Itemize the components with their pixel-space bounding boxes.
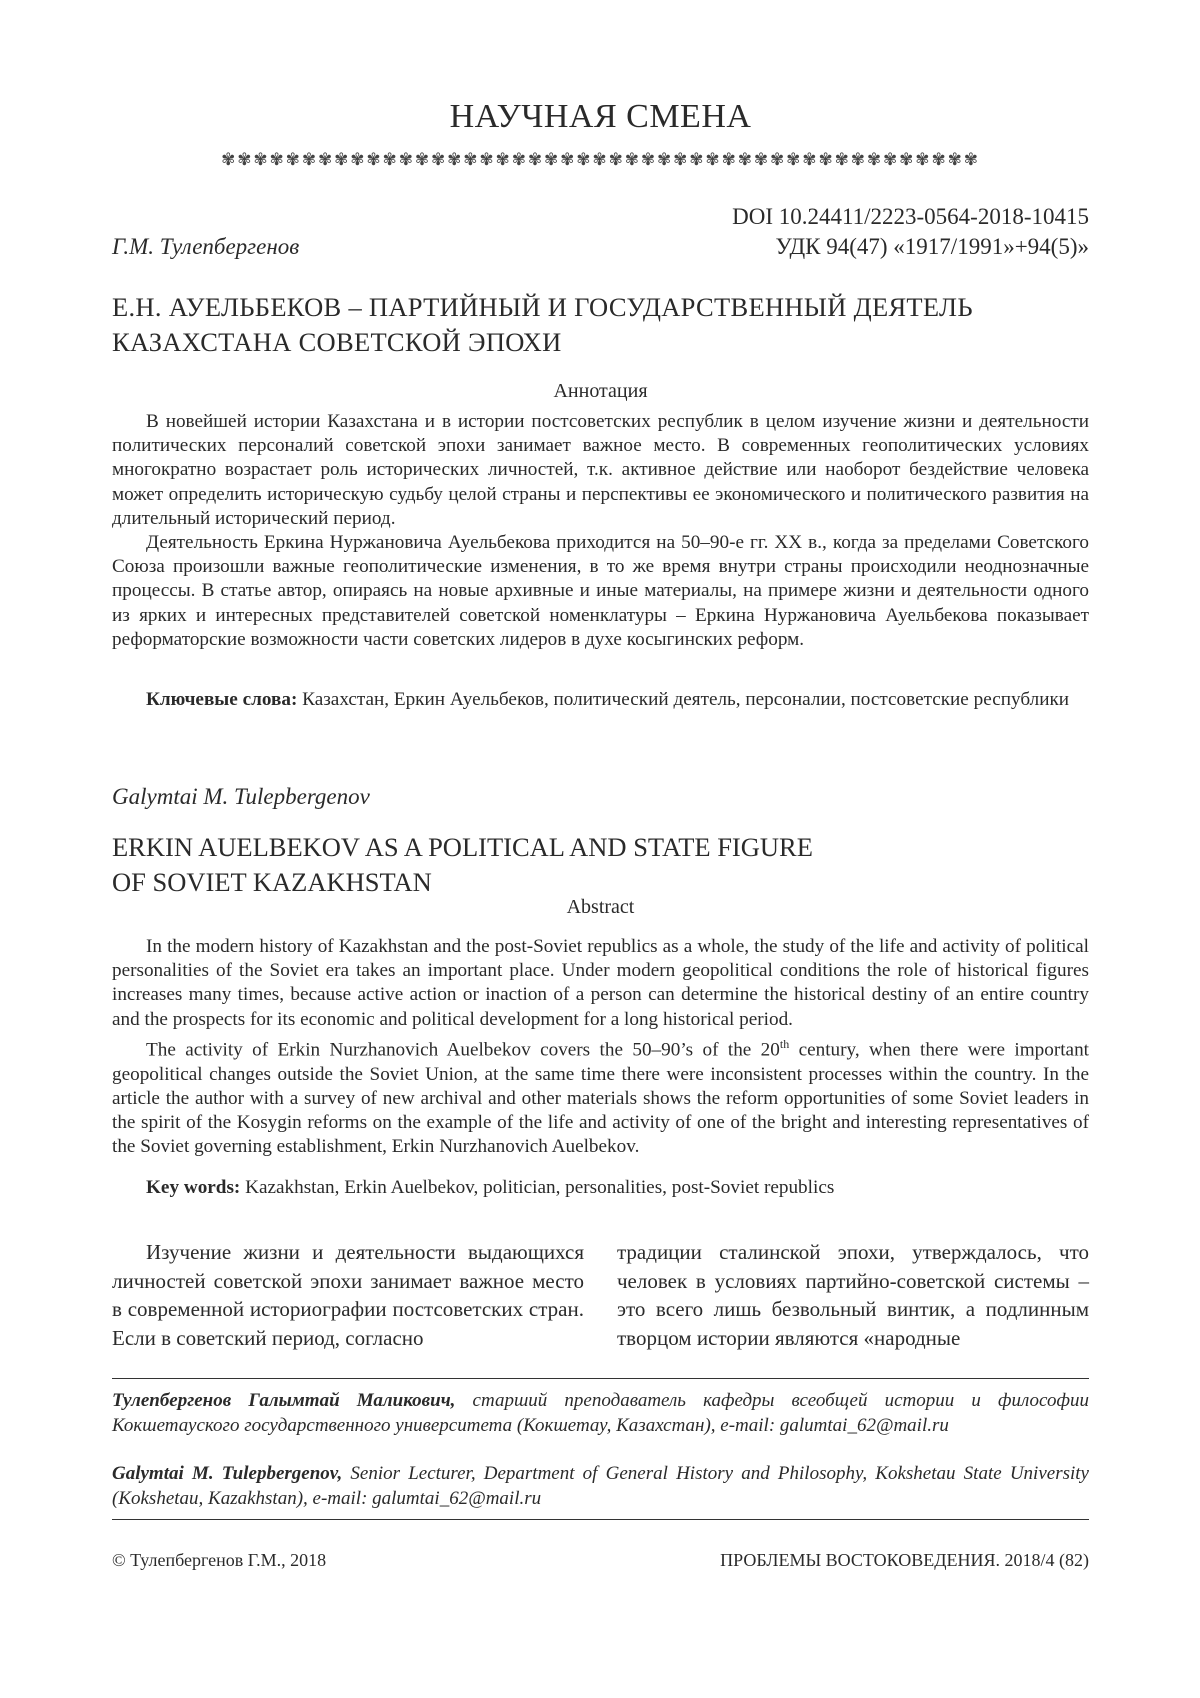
- keywords-ru-label: Ключевые слова:: [146, 689, 298, 710]
- author-en: Galymtai M. Tulepbergenov: [112, 784, 370, 809]
- article-title-ru-line1: Е.Н. АУЕЛЬБЕКОВ – ПАРТИЙНЫЙ И ГОСУДАРСТВЕННЫЙ ДЕЯТЕЛЬ: [112, 292, 973, 322]
- keywords-en-label: Key words:: [146, 1177, 241, 1198]
- author-ru: Г.М. Тулепбергенов: [112, 234, 300, 259]
- abstract-en-paragraph-1: In the modern history of Kazakhstan and the post-Soviet republics as a whole, the study of the life and activity of political personalities of the Soviet era takes an important place. Under modern geopolitical conditions the role of historical figures increases many times, because active action or inaction of a person can determine the historical destiny of an entire country and the prospects for its economic and political development for a long historical period.: [112, 936, 1089, 1030]
- section-title: НАУЧНАЯ СМЕНА: [449, 98, 752, 135]
- article-title-en-line2: OF SOVIET KAZAKHSTAN: [112, 867, 432, 897]
- abstract-en-paragraph-2: [112, 1032, 1089, 1159]
- abstract-ru-paragraph-1: В новейшей истории Казахстана и в истории постсоветских республик в целом изучение жизни и деятельности политических персоналий советской эпохи занимает важное место. В современных геополитических условиях многократно возрастает роль исторических личностей, т.к. активное действие или наоборот бездействие человека может определить историческую судьбу целой страны и перспективы ее экономического и политического развития на длительный исторический период.: [112, 411, 1089, 529]
- article-title-ru-line2: КАЗАХСТАНА СОВЕТСКОЙ ЭПОХИ: [112, 327, 562, 357]
- body-column-right: традиции сталинской эпохи, утверждалось, что человек в условиях партийно-советской системы – это всего лишь безвольный винтик, а подлинным творцом истории являются «народные: [617, 1240, 1089, 1350]
- abstract-en-p2-part2: century, when there were important geopolitical changes outside the Soviet Union, at the same time there were inconsistent processes within the country. In the article the author with a survey of new archival and other materials shows the reform opportunities of some Soviet leaders in the spirit of the Kosygin reforms on the example of the life and activity of one of the bright and interesting representatives of the Soviet governing establishment, Erkin Nurzhanovich Auelbekov.: [112, 1039, 1089, 1158]
- article-title-ru: [112, 290, 973, 360]
- abstract-en-p2-part1: The activity of Erkin Nurzhanovich Auelbekov covers the 50–90’s of the 20: [146, 1039, 780, 1061]
- author-info-ru-text: старший преподаватель кафедры всеобщей истории и философии Кокшетауского государственного университета (Кокшетау, Казахстан), e-mail: galumtai_62@mail.ru: [112, 1390, 1089, 1436]
- footer-divider: [112, 1519, 1089, 1520]
- article-title-en-line1: ERKIN AUELBEKOV AS A POLITICAL AND STATE FIGURE: [112, 832, 813, 862]
- ordinal-superscript: th: [779, 1037, 790, 1051]
- keywords-en: [112, 1176, 1089, 1200]
- abstract-ru-paragraph-2: Деятельность Еркина Нуржановича Ауельбекова приходится на 50–90-е гг. XX в., когда за пределами Советского Союза произошли важные геополитические изменения, в то же время внутри страны происходили неоднозначные процессы. В статье автор, опираясь на новые архивные и иные материалы, на примере жизни и деятельности одного из ярких и интересных представителей советской номенклатуры – Еркина Нуржановича Ауельбекова показывает реформаторские возможности части советских лидеров в духе косыгинских реформ.: [112, 532, 1089, 650]
- article-title-en: [112, 830, 813, 900]
- udk-code: УДК 94(47) «1917/1991»+94(5)»: [775, 234, 1089, 259]
- author-info-en-name: Galymtai M. Tulepbergenov,: [112, 1463, 343, 1484]
- abstract-ru-heading: Аннотация: [553, 380, 648, 402]
- author-info-en: [112, 1461, 1089, 1511]
- keywords-en-text: Kazakhstan, Erkin Auelbekov, politician, personalities, post-Soviet republics: [245, 1177, 835, 1198]
- doi: DOI 10.24411/2223-0564-2018-10415: [732, 204, 1089, 229]
- keywords-ru-text: Казахстан, Еркин Ауельбеков, политический деятель, персоналии, постсоветские республики: [302, 689, 1070, 710]
- body-column-left: Изучение жизни и деятельности выдающихся личностей советской эпохи занимает важное место в современной историографии постсоветских стран. Если в советский период, согласно: [112, 1240, 584, 1350]
- copyright: © Тулепбергенов Г.М., 2018: [112, 1550, 327, 1570]
- author-info-en-text: Senior Lecturer, Department of General History and Philosophy, Kokshetau State University (Kokshetau, Kazakhstan), e-mail: galumtai_62@mail.ru: [112, 1463, 1089, 1509]
- ornament-divider: ✾✾✾✾✾✾✾✾✾✾✾✾✾✾✾✾✾✾✾✾✾✾✾✾✾✾✾✾✾✾✾✾✾✾✾✾✾✾✾✾✾✾✾✾✾✾✾: [221, 150, 980, 169]
- abstract-en-heading: Abstract: [566, 896, 635, 918]
- author-info-ru: [112, 1388, 1089, 1438]
- footnote-divider: [112, 1378, 1089, 1379]
- author-info-ru-name: Тулепбергенов Галымтай Маликович,: [112, 1390, 456, 1411]
- keywords-ru: [112, 688, 1089, 712]
- journal-name: ПРОБЛЕМЫ ВОСТОКОВЕДЕНИЯ. 2018/4 (82): [720, 1550, 1089, 1570]
